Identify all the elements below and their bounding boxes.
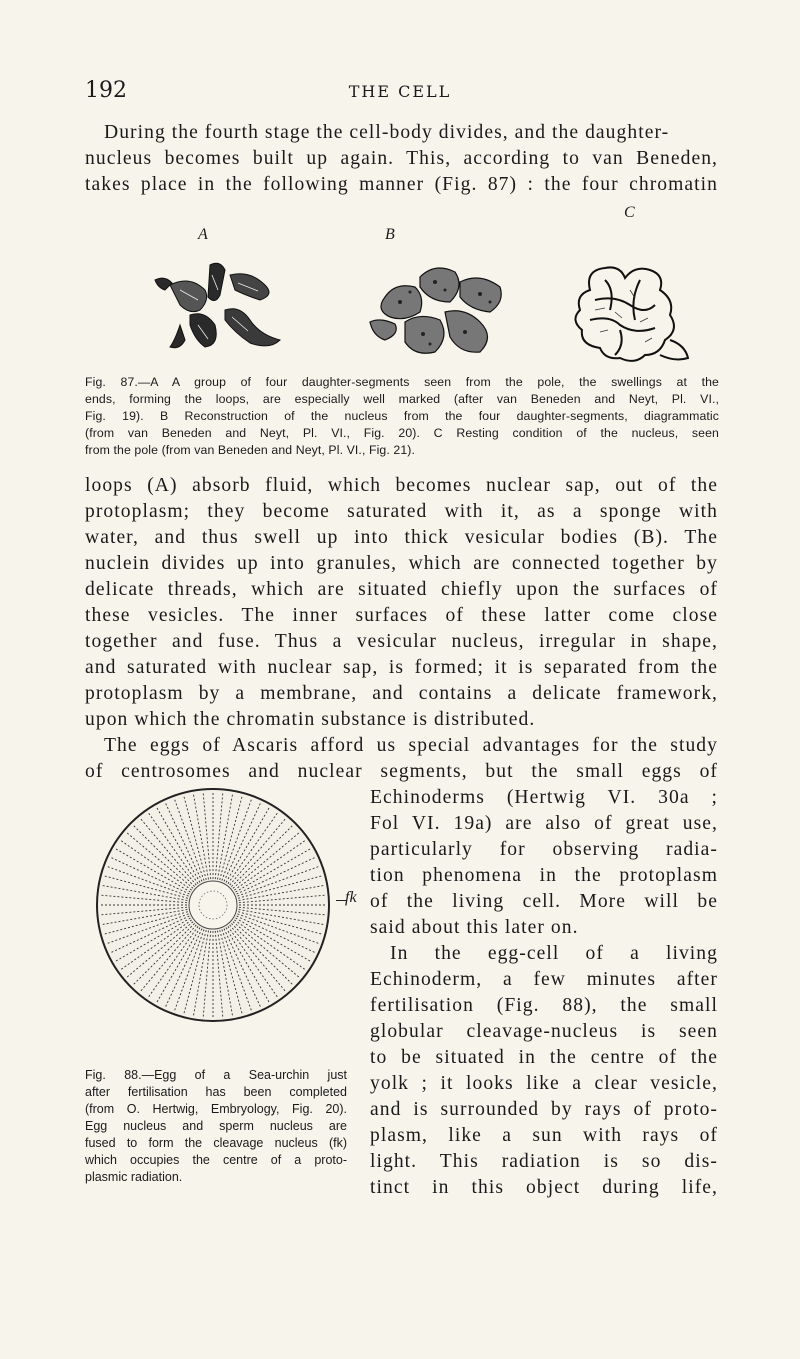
fig87-drawing-c <box>560 260 700 370</box>
text-line: takes place in the following manner (Fig. 87) : the four chromatin <box>85 174 718 195</box>
fig88-egg-drawing <box>88 780 338 1030</box>
text-line: fertilisation (Fig. 88), the small <box>370 995 718 1016</box>
text-line: Echinoderm, a few minutes after <box>370 969 718 990</box>
text-line: loops (A) absorb fluid, which becomes nuclear sap, out of the <box>85 475 718 496</box>
fig87-label-a: A <box>198 226 208 243</box>
text-line: particularly for observing radia- <box>370 839 718 860</box>
caption-line: Fig. 19). B Reconstruction of the nucleus from the four daughter-segments, diagrammatic <box>85 409 719 423</box>
running-title: THE CELL <box>348 82 452 101</box>
fig87-label-c: C <box>624 204 635 221</box>
fig88-label-fk: fk <box>345 889 357 906</box>
text-line: and is surrounded by rays of proto- <box>370 1099 718 1120</box>
text-line: protoplasm by a membrane, and contains a delicate framework, <box>85 683 718 704</box>
text-line: plasm, like a sun with rays of <box>370 1125 718 1146</box>
text-line: water, and thus swell up into thick vesicular bodies (B). The <box>85 527 718 548</box>
text-line: upon which the chromatin substance is distributed. <box>85 709 536 730</box>
text-line: During the fourth stage the cell-body divides, and the daughter- <box>104 122 670 143</box>
text-line: tion phenomena in the protoplasm <box>370 865 718 886</box>
text-line: The eggs of Ascaris afford us special advantages for the study <box>104 735 718 756</box>
text-line: nucleus becomes built up again. This, according to van Beneden, <box>85 148 718 169</box>
text-line: Fol VI. 19a) are also of great use, <box>370 813 718 834</box>
caption-line: after fertilisation has been completed <box>85 1085 347 1099</box>
text-line: tinct in this object during life, <box>370 1177 718 1198</box>
caption-line: which occupies the centre of a proto- <box>85 1153 347 1167</box>
caption-line: Fig. 88.—Egg of a Sea-urchin just <box>85 1068 347 1082</box>
text-line: protoplasm; they become saturated with it, as a sponge with <box>85 501 718 522</box>
caption-line: (from van Beneden and Neyt, Pl. VI., Fig. 20). C Resting condition of the nucleus, seen <box>85 426 719 440</box>
caption-line: Egg nucleus and sperm nucleus are <box>85 1119 347 1133</box>
caption-line: plasmic radiation. <box>85 1170 183 1184</box>
text-line: of centrosomes and nuclear segments, but the small eggs of <box>85 761 718 782</box>
text-line: together and fuse. Thus a vesicular nucleus, irregular in shape, <box>85 631 718 652</box>
caption-line: fused to form the cleavage nucleus (fk) <box>85 1136 347 1150</box>
caption-line: Fig. 87.—A A group of four daughter-segments seen from the pole, the swellings at the <box>85 375 719 389</box>
fig87-drawing-a <box>150 255 290 355</box>
caption-line: (from O. Hertwig, Embryology, Fig. 20). <box>85 1102 347 1116</box>
text-line: and saturated with nuclear sap, is formed; it is separated from the <box>85 657 718 678</box>
page-number: 192 <box>85 78 127 103</box>
text-line: said about this later on. <box>370 917 579 938</box>
caption-line: ends, forming the loops, are especially well marked (after van Beneden and Neyt, Pl. VI., <box>85 392 719 406</box>
text-line: yolk ; it looks like a clear vesicle, <box>370 1073 718 1094</box>
text-line: these vesicles. The inner surfaces of these latter come close <box>85 605 718 626</box>
fig87-drawing-b <box>365 262 515 362</box>
text-line: Echinoderms (Hertwig VI. 30a ; <box>370 787 718 808</box>
text-line: In the egg-cell of a living <box>390 943 718 964</box>
text-line: globular cleavage-nucleus is seen <box>370 1021 718 1042</box>
fig87-label-b: B <box>385 226 395 243</box>
text-line: nuclein divides up into granules, which are connected together by <box>85 553 718 574</box>
text-line: delicate threads, which are situated chiefly upon the surfaces of <box>85 579 718 600</box>
text-line: light. This radiation is so dis- <box>370 1151 718 1172</box>
text-line: to be situated in the centre of the <box>370 1047 718 1068</box>
caption-line: from the pole (from van Beneden and Neyt, Pl. VI., Fig. 21). <box>85 443 415 457</box>
text-line: of the living cell. More will be <box>370 891 718 912</box>
